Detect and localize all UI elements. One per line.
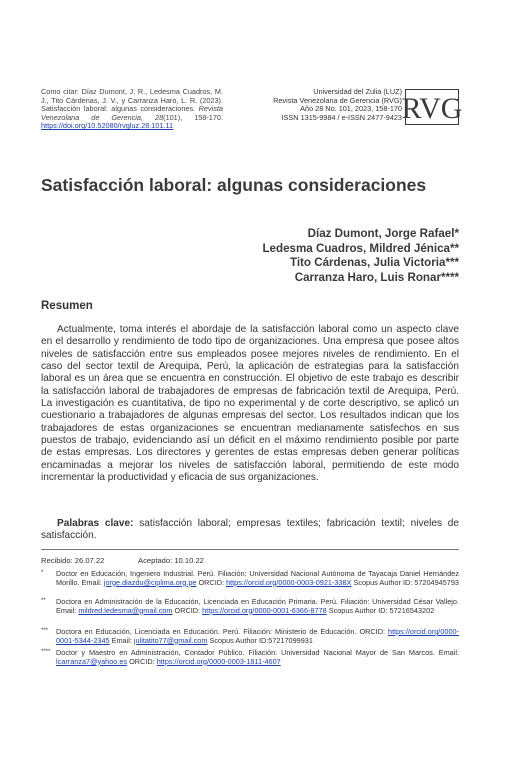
orcid-label: ORCID: [129, 656, 155, 666]
orcid-link[interactable]: https://orcid.org/0000-0001-5344-2345 [56, 627, 459, 645]
scopus-id: Scopus Author ID: 57204945793 [353, 577, 459, 587]
footnote-text: Doctora en Administración de la Educación, Licenciada en Educación Primaria. Perú. Filiación: Universidad César Vallejo. Email: [56, 597, 459, 615]
citation-text: Como citar: Díaz Dumont, J. R., Ledesma Cuadros, M. J., Tito Cárdenas, J. V., y Carranza Haro, L. R. (2023). Satisfacción laboral: algunas consideraciones. [41, 87, 223, 114]
footnote-1 [41, 570, 459, 587]
footnote-4 [41, 649, 459, 666]
footnote-mark: *** [41, 628, 49, 634]
article-title: Satisfacción laboral: algunas consideraciones [41, 175, 427, 195]
footnote-mark: **** [41, 649, 51, 655]
orcid-link[interactable]: https://orcid.org/0000-0001-6366-8778 [202, 605, 327, 615]
abstract-body: Actualmente, toma interés el abordaje de la satisfacción laboral como un aspecto clave en el desarrollo y rendimiento de todo tipo de organizaciones. Una empresa que posee altos niveles de satisfacción entre sus empleados posee mejores niveles de rendimiento. En el caso del sector textil de Arequipa, Perú, la aplicación de estrategias para la satisfacción laboral es un área que se encuentra en construcción. El objetivo de este trabajo es describir la satisfacción laboral de trabajadores de empresas de fabricación textil de Arequipa, Perú. La investigación es cuantitativa, de tipo no experimental y de corte descriptivo, se aplicó un cuestionario a trabajadores de algunas empresas del sector. Los resultados indican que los trabajadores de estas organizaciones se encuentran medianamente satisfechos en sus puestos de trabajo, evidenciando así un déficit en el máximo rendimiento posible por parte de estas empresas. Los directores y gerentes de estas empresas deben generar políticas encaminadas a mejorar los niveles de satisfacción laboral, permitiendo de este modo incrementar la productividad y eficacia de sus organizaciones. [41, 324, 459, 484]
email-label: Email: [111, 635, 132, 645]
orcid-link[interactable]: https://orcid.org/0000-0003-0921-338X [226, 577, 352, 587]
author-2: Ledesma Cuadros, Mildred Jénica** [262, 241, 459, 255]
abstract-heading: Resumen [41, 300, 93, 312]
doi-link[interactable]: https://doi.org/10.52080/rvgluz.28.101.11 [41, 121, 174, 131]
email-link[interactable]: lcarranza7@yahoo.es [56, 656, 128, 666]
citation-journal: Revista Venezolana de Gerencia, [41, 104, 223, 122]
journal-issue: Año 28 No. 101, 2023, 158-170 [300, 104, 402, 114]
journal-issn: ISSN 1315-9984 / e-ISSN 2477-9423 [281, 112, 402, 122]
scopus-id: Scopus Author ID: 57216543202 [328, 605, 435, 615]
email-link[interactable]: mildred.ledesma@gmail.com [78, 605, 173, 615]
footnote-text: Doctor y Maestro en Administración, Contador Público. Filiación: Universidad Nacional Mayor de San Marcos. Email: [56, 648, 459, 657]
accepted-date: Aceptado: 10.10.22 [138, 556, 204, 565]
citation-block [41, 88, 223, 131]
author-list [262, 227, 459, 285]
footnote-2 [41, 598, 459, 615]
dates-line [41, 556, 236, 565]
author-1: Díaz Dumont, Jorge Rafael* [307, 227, 459, 240]
received-date: Recibido: 26.07.22 [41, 556, 105, 565]
citation-volume: 28 [155, 112, 164, 122]
journal-university: Universidad del Zulia (LUZ) [313, 87, 402, 96]
keywords-text: satisfacción laboral; empresas textiles; fabricación textil; niveles de satisfacción. [41, 518, 459, 542]
scopus-id: Scopus Author ID:57217099931 [209, 635, 313, 645]
orcid-link[interactable]: https://orcid.org/0000-0003-1811-4607 [156, 656, 281, 666]
email-link[interactable]: julitatito77@gmail.com [133, 635, 208, 645]
footnote-mark: ** [41, 598, 46, 604]
author-3: Tito Cárdenas, Julia Victoria*** [289, 256, 459, 270]
email-link[interactable]: jorge.diazdu@ciplima.org.pe [103, 577, 197, 587]
svg-text:RVG: RVG [401, 92, 463, 125]
orcid-label: ORCID: [174, 605, 201, 615]
footnote-3 [41, 628, 459, 645]
journal-name: Revista Venezolana de Gerencia (RVG) [273, 95, 402, 105]
footnote-divider [41, 549, 459, 550]
footnote-text: Doctor en Educación, Ingeniero Industrial. Perú. Filiación: Universidad Nacional Autónoma de Tayacaja Daniel Hernández Morillo. Email: [56, 569, 459, 587]
keywords-label: Palabras clave: [57, 518, 134, 529]
orcid-label: ORCID: [198, 577, 225, 587]
journal-info [262, 88, 402, 122]
keywords [41, 518, 459, 543]
citation-pages: (101), 158-170. [163, 112, 223, 122]
footnote-text: Doctora en Educación, Licenciada en Educación. Perú. Filiación: Ministerio de Educación. ORCID: [56, 627, 386, 636]
author-4: Carranza Haro, Luis Ronar**** [294, 270, 459, 284]
footnote-mark: * [41, 570, 44, 576]
rvg-logo [401, 89, 463, 125]
